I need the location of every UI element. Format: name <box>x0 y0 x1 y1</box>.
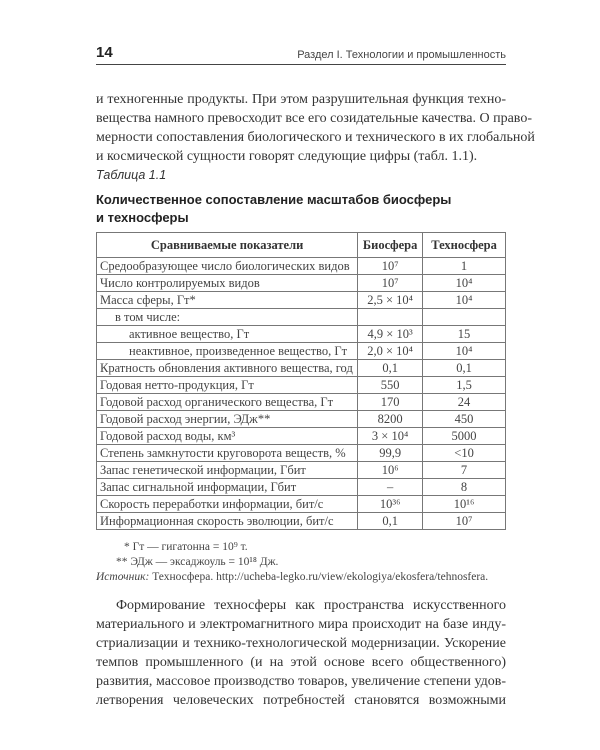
biosphere-cell: 10⁷ <box>358 275 423 292</box>
table-row <box>97 309 506 326</box>
table-footnotes <box>96 540 516 585</box>
biosphere-cell: 550 <box>358 377 423 394</box>
technosphere-cell <box>423 309 506 326</box>
table-header-row <box>97 233 506 258</box>
biosphere-cell: 10⁶ <box>358 462 423 479</box>
biosphere-cell: 4,9 × 10³ <box>358 326 423 343</box>
text-line: мерности сопоставления биологического и технического в их глобальной <box>96 130 535 145</box>
text-line: темпов промышленного (и на этой основе всего общественного) <box>96 655 506 670</box>
footnote: ** ЭДж — эксаджоуль = 10¹⁸ Дж. <box>116 556 279 568</box>
technosphere-cell: 24 <box>423 394 506 411</box>
technosphere-cell: 10⁷ <box>423 513 506 530</box>
biosphere-cell: 2,0 × 10⁴ <box>358 343 423 360</box>
table-row <box>97 496 506 513</box>
indicator-cell: Информационная скорость эволюции, бит/с <box>97 513 358 530</box>
indicator-cell: неактивное, произведенное вещество, Гт <box>97 343 358 360</box>
technosphere-cell: 8 <box>423 479 506 496</box>
biosphere-cell: 99,9 <box>358 445 423 462</box>
table-body <box>97 258 506 530</box>
column-header: Сравниваемые показатели <box>97 233 358 258</box>
indicator-cell: Годовая нетто-продукция, Гт <box>97 377 358 394</box>
biosphere-cell: 0,1 <box>358 360 423 377</box>
biosphere-cell <box>358 309 423 326</box>
biosphere-cell: 3 × 10⁴ <box>358 428 423 445</box>
table-row <box>97 513 506 530</box>
technosphere-cell: 10⁴ <box>423 275 506 292</box>
text-line: Формирование техносферы как пространства искусственного <box>116 598 506 613</box>
technosphere-cell: 15 <box>423 326 506 343</box>
column-header: Техносфера <box>423 233 506 258</box>
indicator-cell: Скорость переработки информации, бит/с <box>97 496 358 513</box>
table-caption <box>96 191 506 227</box>
table-row <box>97 326 506 343</box>
table-row <box>97 377 506 394</box>
table-row <box>97 479 506 496</box>
technosphere-cell: 7 <box>423 462 506 479</box>
text-line: развития, массовое производство товаров, увеличение степени удов- <box>96 674 506 689</box>
column-header: Биосфера <box>358 233 423 258</box>
biosphere-cell: 10⁷ <box>358 258 423 275</box>
table-row <box>97 462 506 479</box>
indicator-cell: Запас генетической информации, Гбит <box>97 462 358 479</box>
caption-line: и техносферы <box>96 210 189 225</box>
section-title: Раздел I. Технологии и промышленность <box>297 49 506 61</box>
table-label: Таблица 1.1 <box>96 168 167 182</box>
indicator-cell: Степень замкнутости круговорота веществ, % <box>97 445 358 462</box>
indicator-cell: Запас сигнальной информации, Гбит <box>97 479 358 496</box>
source-note <box>96 570 516 585</box>
table-row <box>97 343 506 360</box>
technosphere-cell: 5000 <box>423 428 506 445</box>
text-line: летворения человеческих потребностей становятся возможными <box>96 693 506 708</box>
table-row <box>97 258 506 275</box>
page-number: 14 <box>96 44 113 61</box>
indicator-cell: Масса сферы, Гт* <box>97 292 358 309</box>
indicator-cell: в том числе: <box>97 309 358 326</box>
indicator-cell: Годовой расход органического вещества, Гт <box>97 394 358 411</box>
technosphere-cell: 1,5 <box>423 377 506 394</box>
table-row <box>97 411 506 428</box>
table-row <box>97 275 506 292</box>
text-line: и техногенные продукты. При этом разрушительная функция техно- <box>96 92 506 107</box>
biosphere-cell: – <box>358 479 423 496</box>
indicator-cell: Средообразующее число биологических видов <box>97 258 358 275</box>
table-row <box>97 360 506 377</box>
table-row <box>97 394 506 411</box>
text-line: и космической сущности говорят следующие цифры (табл. 1.1). <box>96 149 478 164</box>
technosphere-cell: 1 <box>423 258 506 275</box>
running-header <box>96 44 506 65</box>
source-label: Источник: <box>96 571 150 583</box>
indicator-cell: Годовой расход энергии, ЭДж** <box>97 411 358 428</box>
text-line: стриализации и технико-технологической модернизации. Ускорение <box>96 636 506 651</box>
caption-line: Количественное сопоставление масштабов биосферы <box>96 192 452 207</box>
technosphere-cell: 10⁴ <box>423 343 506 360</box>
intro-paragraph <box>96 90 535 166</box>
table-row <box>97 428 506 445</box>
body-paragraph <box>96 596 506 710</box>
technosphere-cell: 10⁴ <box>423 292 506 309</box>
source-text: Техносфера. http://ucheba-legko.ru/view/ekologiya/ekosfera/tehnosfera. <box>149 571 489 583</box>
biosphere-cell: 8200 <box>358 411 423 428</box>
biosphere-cell: 0,1 <box>358 513 423 530</box>
table-row <box>97 292 506 309</box>
indicator-cell: Кратность обновления активного вещества, год <box>97 360 358 377</box>
indicator-cell: Число контролируемых видов <box>97 275 358 292</box>
comparison-table <box>96 232 506 530</box>
technosphere-cell: 0,1 <box>423 360 506 377</box>
indicator-cell: Годовой расход воды, км³ <box>97 428 358 445</box>
footnote: * Гт — гигатонна = 10⁹ т. <box>124 541 248 553</box>
biosphere-cell: 2,5 × 10⁴ <box>358 292 423 309</box>
table-row <box>97 445 506 462</box>
biosphere-cell: 10³⁶ <box>358 496 423 513</box>
text-line: вещества намного превосходит все его созидательные качества. О право- <box>96 111 532 126</box>
technosphere-cell: 10¹⁶ <box>423 496 506 513</box>
technosphere-cell: 450 <box>423 411 506 428</box>
indicator-cell: активное вещество, Гт <box>97 326 358 343</box>
text-line: материального и электромагнитного мира происходит на базе инду- <box>96 617 506 632</box>
technosphere-cell: <10 <box>423 445 506 462</box>
biosphere-cell: 170 <box>358 394 423 411</box>
